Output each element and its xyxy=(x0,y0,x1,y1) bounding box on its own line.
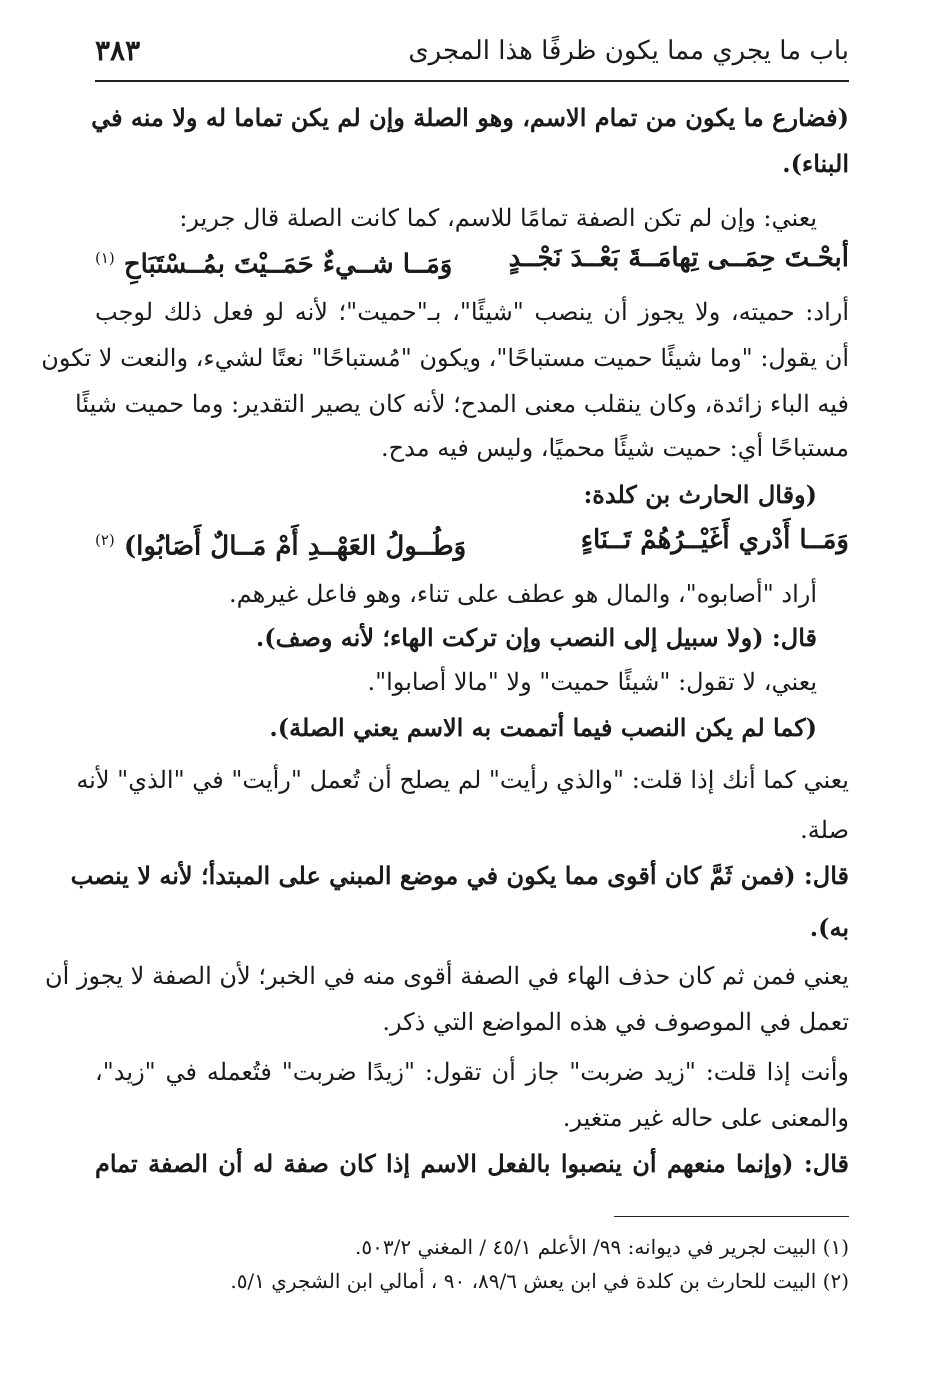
header-rule xyxy=(95,80,849,82)
verse-2-first-hemistich: وَمَــا أَدْري أَغَيْــرُهُمْ تَــنَاءٍ xyxy=(580,525,849,555)
text-line: به). xyxy=(809,913,849,942)
text-line: قال: (فمن ثَمَّ كان أقوى مما يكون في موضع المبني على المبتدأ؛ لأنه لا ينصب xyxy=(70,861,849,890)
footnote-rule xyxy=(614,1216,849,1217)
footnote-marker-2: (٢) xyxy=(95,531,115,549)
text-line: مستباحًا أي: حميت شيئًا محميًا، وليس فيه مدح. xyxy=(381,434,849,462)
page-header xyxy=(95,28,849,78)
text-line: والمعنى على حاله غير متغير. xyxy=(562,1104,849,1132)
text-line: وأنت إذا قلت: "زيد ضربت" جاز أن تقول: "زيدًا ضربت" فتُعمله في "زيد"، xyxy=(95,1058,849,1086)
text-line: أراد "أصابوه"، والمال هو عطف على تناء، وهو فاعل غيرهم. xyxy=(229,580,817,608)
footnote-2: (٢) البيت للحارث بن كلدة في ابن يعش ٨٩/٦، ٩٠ ، أمالي ابن الشجري ٥/١. xyxy=(230,1269,849,1293)
page-number: ٣٨٣ xyxy=(95,34,141,67)
text-line: يعني فمن ثم كان حذف الهاء في الصفة أقوى منه في الخبر؛ لأن الصفة لا يجوز أن xyxy=(44,962,849,990)
text-line: قال: (ولا سبيل إلى النصب وإن تركت الهاء؛ لأنه وصف). xyxy=(255,623,817,652)
text-line: (وقال الحارث بن كلدة: xyxy=(583,480,817,509)
footnote-marker-1: (١) xyxy=(95,249,115,267)
running-title: باب ما يجري مما يكون ظرفًا هذا المجرى xyxy=(408,36,849,66)
text-line: تعمل في الموصوف في هذه المواضع التي ذكر. xyxy=(382,1008,849,1036)
verse-1-second-hemistich: وَمَــا شــيءٌ حَمَــيْتَ بمُــسْتَبَاحِ $^{(١)}$ xyxy=(95,249,453,280)
text-line: (كما لم يكن النصب فيما أتممت به الاسم يعني الصلة). xyxy=(269,713,817,742)
text-line: البناء). xyxy=(782,149,849,178)
text-line: صلة. xyxy=(800,816,849,844)
verse-2-second-hemistich: وَطُــولُ العَهْــدِ أَمْ مَــالٌ أَصَابُوا) $^{(٢)}$ xyxy=(95,531,467,562)
text-line: قال: (وإنما منعهم أن ينصبوا بالفعل الاسم إذا كان صفة له أن الصفة تمام xyxy=(95,1149,850,1178)
verse-1-first-hemistich: أبحْـتَ حِمَــى تِهامَــةَ بَعْــدَ نَجْــدٍ xyxy=(508,243,849,273)
text-line: (فضارع ما يكون من تمام الاسم، وهو الصلة وإن لم يكن تماما له ولا منه في xyxy=(91,103,849,132)
text-line: يعني: وإن لم تكن الصفة تمامًا للاسم، كما كانت الصلة قال جرير: xyxy=(179,204,817,232)
text-line: يعني كما أنك إذا قلت: "والذي رأيت" لم يصلح أن تُعمل "رأيت" في "الذي" لأنه xyxy=(76,766,849,794)
text-line: فيه الباء زائدة، وكان ينقلب معنى المدح؛ لأنه كان يصير التقدير: وما حميت شيئًا xyxy=(75,390,849,418)
text-line: أراد: حميته، ولا يجوز أن ينصب "شيئًا"، بـ"حميت"؛ لأنه لو فعل ذلك لوجب xyxy=(95,298,849,326)
footnote-1: (١) البيت لجرير في ديوانه: ٩٩/ الأعلم ٤٥/١ / المغني ٥٠٣/٢. xyxy=(355,1235,849,1259)
text-line: يعني، لا تقول: "شيئًا حميت" ولا "مالا أصابوا". xyxy=(367,668,817,696)
text-line: أن يقول: "وما شيئًا حميت مستباحًا"، ويكون "مُستباحًا" نعتًا لشيء، والنعت لا تكون xyxy=(41,344,849,372)
